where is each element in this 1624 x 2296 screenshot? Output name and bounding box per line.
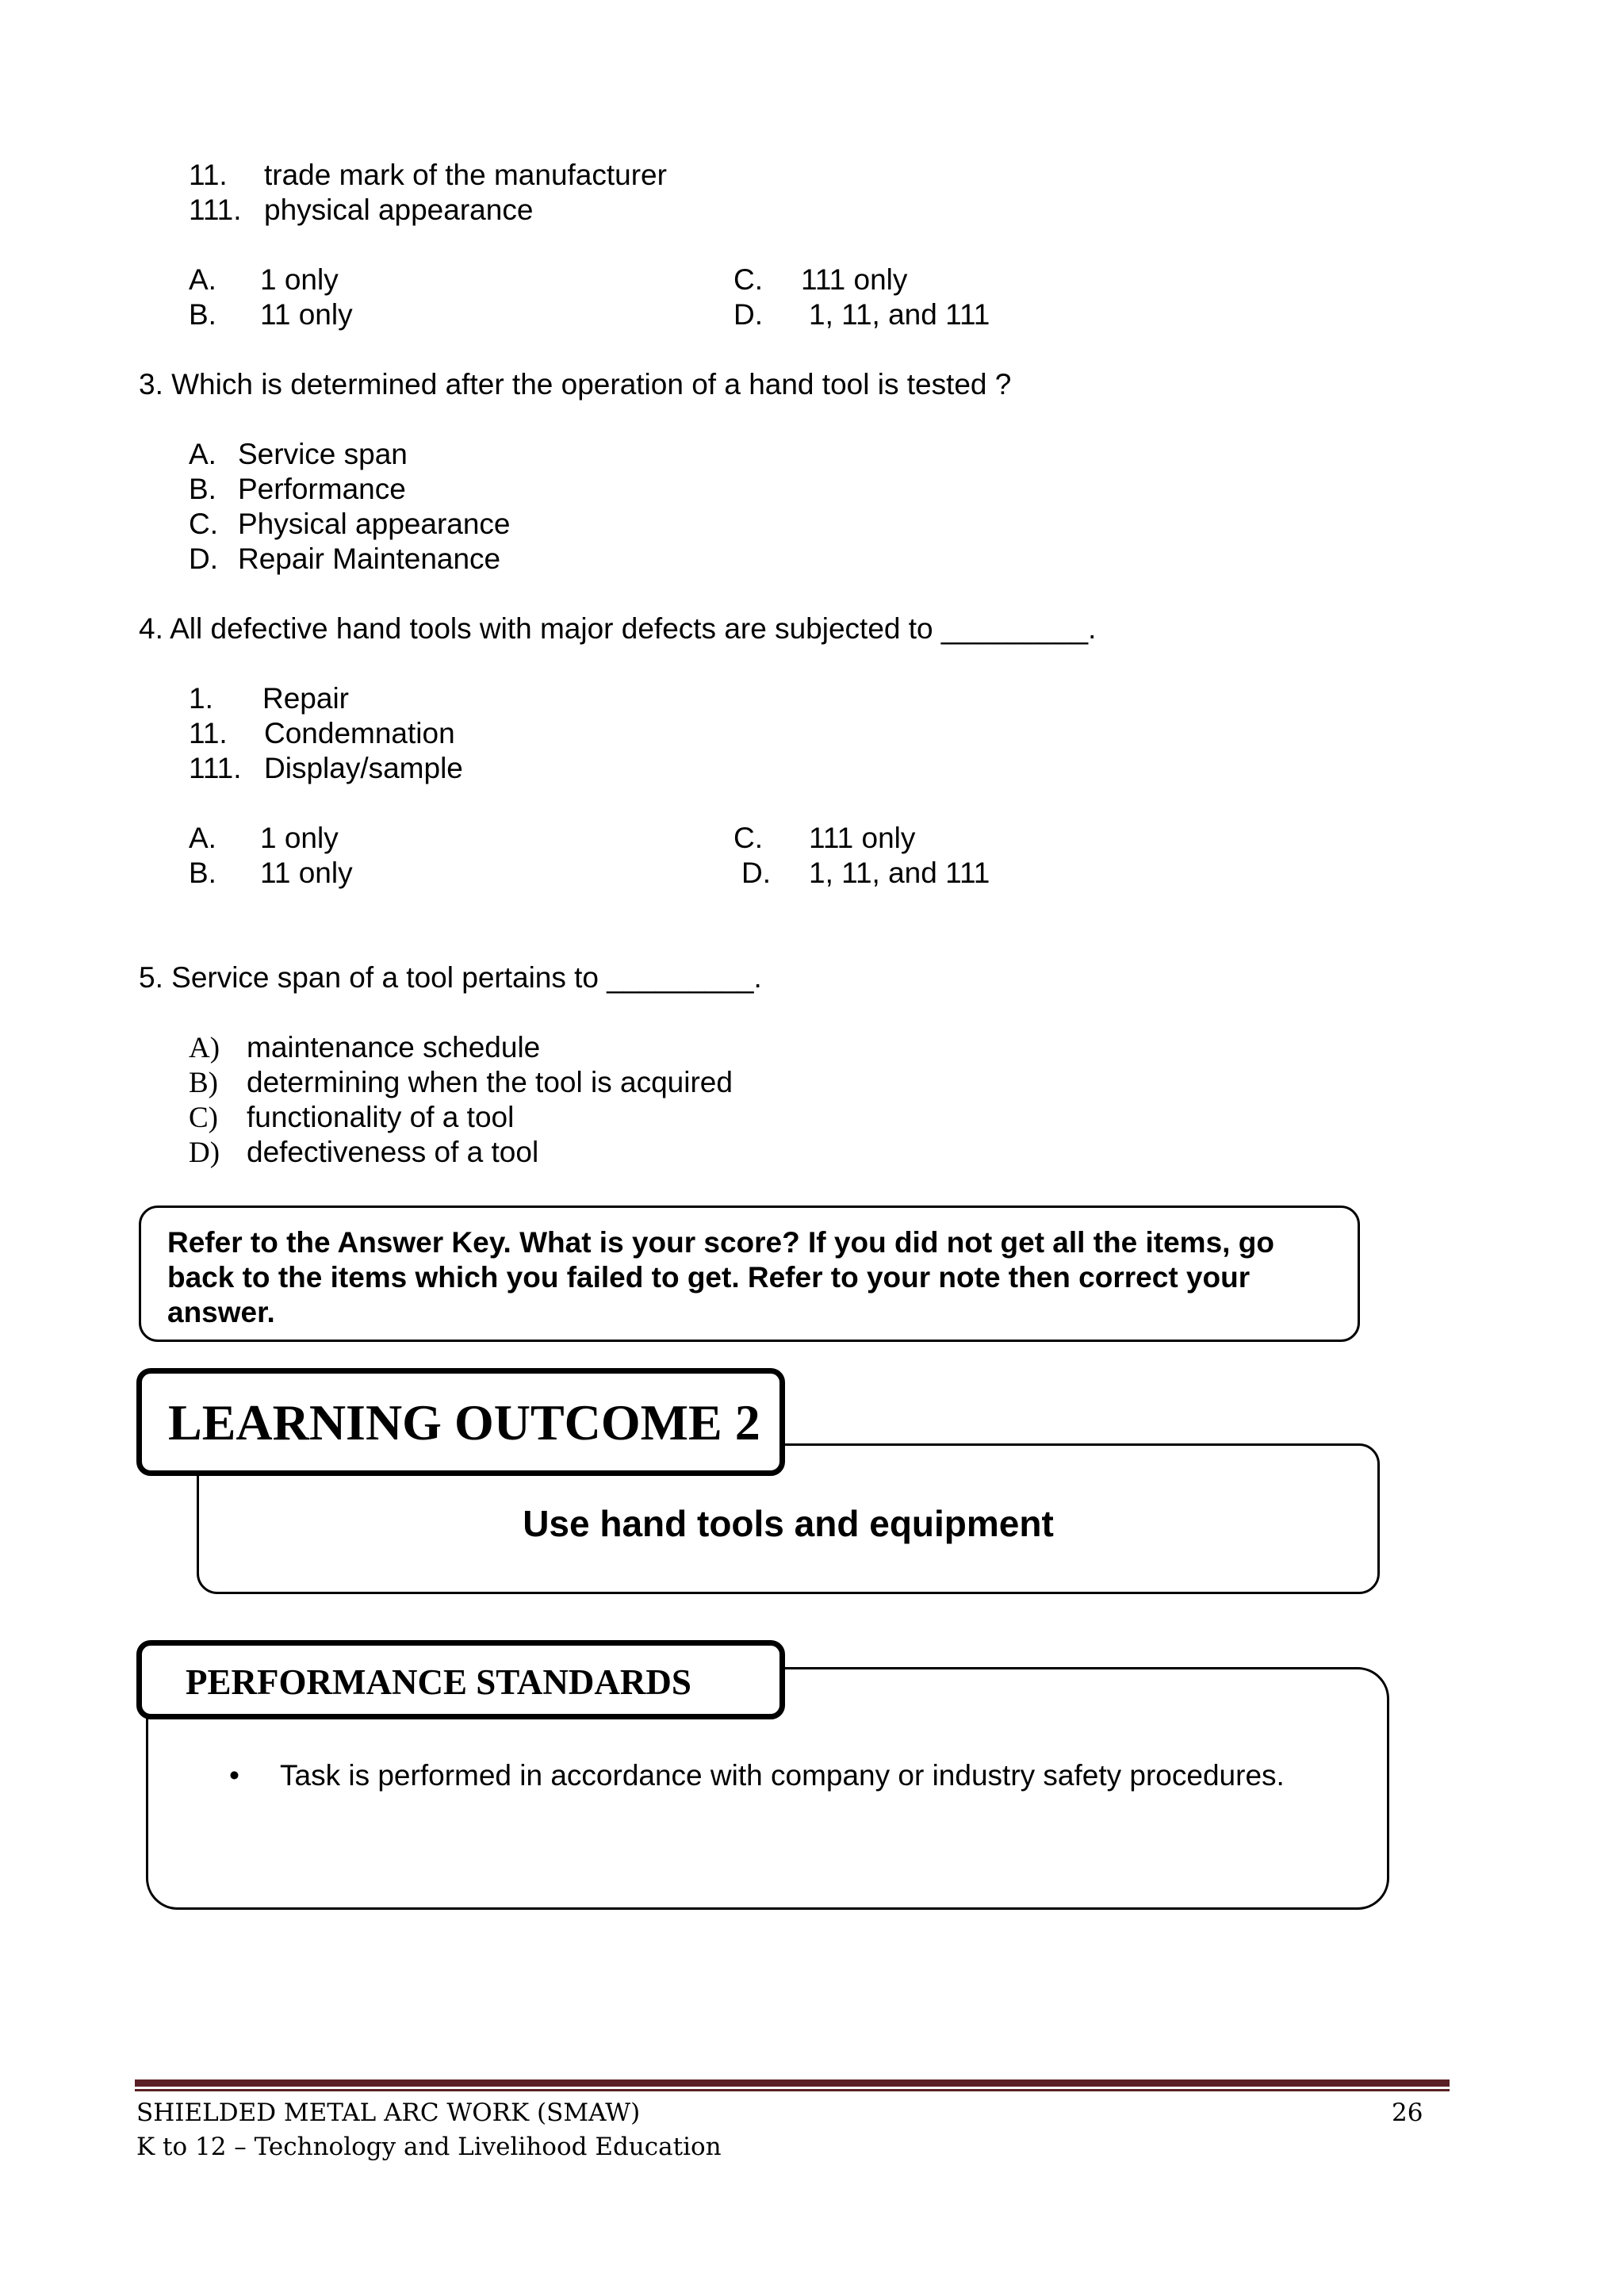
choice-text: Physical appearance — [238, 508, 511, 540]
q3-choice-b — [189, 472, 406, 507]
choice-letter: A. — [189, 263, 216, 296]
choice-letter: B. — [189, 857, 216, 889]
choice-letter: D) — [189, 1137, 220, 1169]
q3-question: 3. Which is determined after the operation of a hand tool is tested ? — [139, 368, 1012, 401]
q5-choice-b — [189, 1065, 733, 1101]
q4-roman-text: Display/sample — [264, 752, 463, 784]
q2-roman-text: physical appearance — [264, 194, 534, 226]
choice-text: maintenance schedule — [247, 1031, 541, 1064]
footer-program: K to 12 – Technology and Livelihood Education — [136, 2133, 722, 2161]
choice-text: 1 only — [260, 822, 339, 854]
choice-text: determining when the tool is acquired — [247, 1066, 733, 1098]
q3-choice-a — [189, 437, 408, 472]
q4-roman-text: Repair — [262, 682, 349, 715]
choice-letter: B. — [189, 473, 216, 505]
choice-letter: D. — [741, 857, 771, 889]
q4-question: 4. All defective hand tools with major defects are subjected to _________. — [139, 612, 1097, 645]
choice-letter: A. — [189, 438, 216, 470]
performance-standard-text: Task is performed in accordance with company or industry safety procedures. — [280, 1759, 1285, 1792]
q4-roman-option-1 — [189, 681, 349, 716]
choice-letter: B) — [189, 1067, 218, 1099]
footer-rule — [135, 2079, 1450, 2087]
choice-letter: B. — [189, 298, 216, 331]
choice-letter: D. — [189, 542, 218, 575]
q4-roman-option-2 — [189, 716, 455, 751]
performance-standards-title: PERFORMANCE STANDARDS — [186, 1662, 691, 1702]
choice-text: Performance — [238, 473, 406, 505]
q2-choice-d — [733, 297, 990, 332]
q5-choice-a — [189, 1030, 541, 1066]
choice-letter: A. — [189, 822, 216, 854]
q4-choice-d — [741, 856, 990, 891]
choice-letter: C. — [189, 508, 218, 540]
q3-choice-d — [189, 542, 501, 577]
choice-text: 11 only — [260, 857, 353, 889]
performance-standards-title-box — [136, 1640, 785, 1719]
answer-key-note-box — [139, 1205, 1360, 1342]
choice-text: 1, 11, and 111 — [809, 857, 990, 889]
choice-letter: D. — [733, 298, 763, 331]
q2-choice-c — [733, 263, 908, 297]
q2-choice-b — [189, 297, 353, 332]
answer-key-note-text: Refer to the Answer Key. What is your score? If you did not get all the items, go back to the items which you failed to get. Refer to your note then correct your answer. — [167, 1226, 1274, 1328]
choice-letter: A) — [189, 1032, 220, 1064]
choice-text: defectiveness of a tool — [247, 1136, 539, 1168]
learning-outcome-title: LEARNING OUTCOME 2 — [168, 1394, 760, 1451]
q2-roman-text: trade mark of the manufacturer — [264, 159, 667, 191]
choice-letter: C) — [189, 1102, 218, 1134]
q4-choice-b — [189, 856, 353, 891]
choice-letter: C. — [733, 263, 763, 296]
choice-text: 111 only — [809, 822, 916, 854]
choice-text: Repair Maintenance — [238, 542, 501, 575]
q5-question: 5. Service span of a tool pertains to _________. — [139, 961, 762, 994]
q3-choice-c — [189, 507, 511, 542]
learning-outcome-title-box — [136, 1368, 785, 1476]
q5-choice-c — [189, 1100, 515, 1136]
choice-text: 11 only — [260, 298, 353, 331]
q2-roman-num: 11. — [189, 159, 228, 191]
q4-choice-c — [733, 821, 916, 856]
q4-roman-num: 11. — [189, 717, 228, 749]
choice-text: 1, 11, and 111 — [809, 298, 990, 331]
q4-roman-text: Condemnation — [264, 717, 455, 749]
q4-roman-num: 111. — [189, 752, 242, 784]
q4-choice-a — [189, 821, 339, 856]
choice-letter: C. — [733, 822, 763, 854]
q4-roman-option-3 — [189, 751, 463, 786]
performance-standard-item — [229, 1758, 1285, 1793]
bullet-icon: • — [229, 1759, 239, 1792]
footer-page-number: 26 — [1392, 2099, 1423, 2127]
choice-text: Service span — [238, 438, 408, 470]
choice-text: 1 only — [260, 263, 339, 296]
choice-text: 111 only — [801, 263, 908, 296]
learning-outcome-subtitle: Use hand tools and equipment — [523, 1503, 1054, 1544]
q2-choice-a — [189, 263, 339, 297]
choice-text: functionality of a tool — [247, 1101, 515, 1133]
q2-roman-option-3 — [189, 193, 534, 228]
footer-rule-thin — [135, 2089, 1450, 2091]
footer-course: SHIELDED METAL ARC WORK (SMAW) — [136, 2099, 641, 2127]
q2-roman-num: 111. — [189, 194, 242, 226]
q5-choice-d — [189, 1135, 539, 1171]
q4-roman-num: 1. — [189, 682, 213, 715]
q2-roman-option-2 — [189, 158, 667, 193]
